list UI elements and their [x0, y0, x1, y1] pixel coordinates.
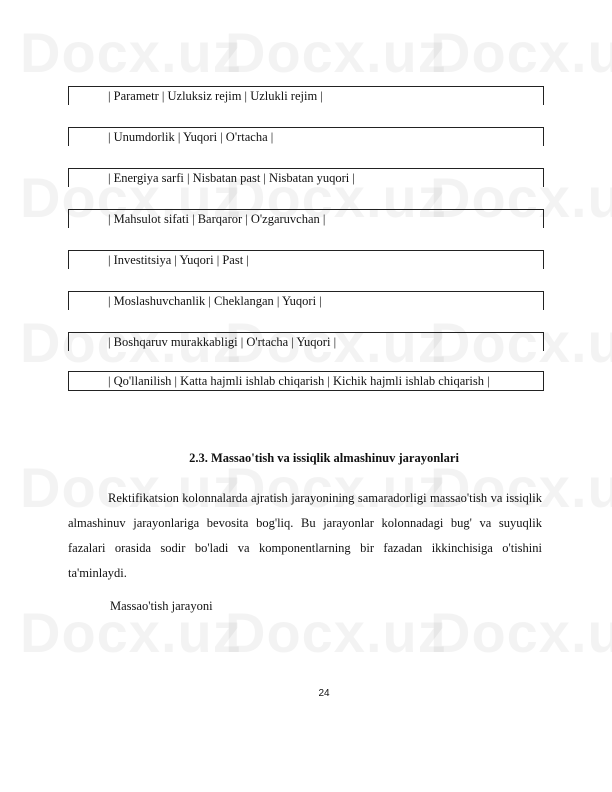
- table-row: [68, 86, 544, 105]
- body-paragraph: Rektifikatsion kolonnalarda ajratish jarayonining samaradorligi massao'tish va issiqlik almashinuv jarayonlariga bevosita bog'liq. Bu jarayonlar kolonnadagi bug' va suyuqlik fazalari orasida sodir bo'ladi va komponentlarning bir fazadan ikkinchisiga o'tishini ta'minlaydi.: [68, 491, 542, 580]
- table-row: [68, 168, 544, 187]
- table-row: [68, 250, 544, 269]
- table-row: [68, 209, 544, 228]
- table-row-text: | Energiya sarfi | Nisbatan past | Nisbatan yuqori |: [108, 171, 355, 185]
- table-row-text: | Moslashuvchanlik | Cheklangan | Yuqori |: [108, 294, 322, 308]
- subsection-label: Massao'tish jarayoni: [110, 599, 213, 613]
- table-row-text: | Unumdorlik | Yuqori | O'rtacha |: [108, 130, 274, 144]
- table-row: [68, 291, 544, 310]
- watermark-text: [20, 20, 242, 85]
- table-row-text: | Parametr | Uzluksiz rejim | Uzlukli rejim |: [108, 89, 323, 103]
- watermark-text: [430, 20, 612, 85]
- table-row-text: | Investitsiya | Yuqori | Past |: [108, 253, 249, 267]
- watermark-text: [225, 600, 447, 665]
- table-row: [68, 371, 544, 391]
- table-row: [68, 332, 544, 351]
- table-row: [68, 127, 544, 146]
- table-row-text: | Boshqaruv murakkabligi | O'rtacha | Yuqori |: [108, 335, 337, 349]
- watermark-text: [430, 600, 612, 665]
- page-number: 24: [318, 688, 330, 699]
- table-row-text: | Mahsulot sifati | Barqaror | O'zgaruvchan |: [108, 212, 326, 226]
- section-heading: 2.3. Massao'tish va issiqlik almashinuv jarayonlari: [189, 451, 459, 465]
- watermark-text: [225, 20, 447, 85]
- table-row-text: | Qo'llanilish | Katta hajmli ishlab chiqarish | Kichik hajmli ishlab chiqarish |: [108, 374, 490, 388]
